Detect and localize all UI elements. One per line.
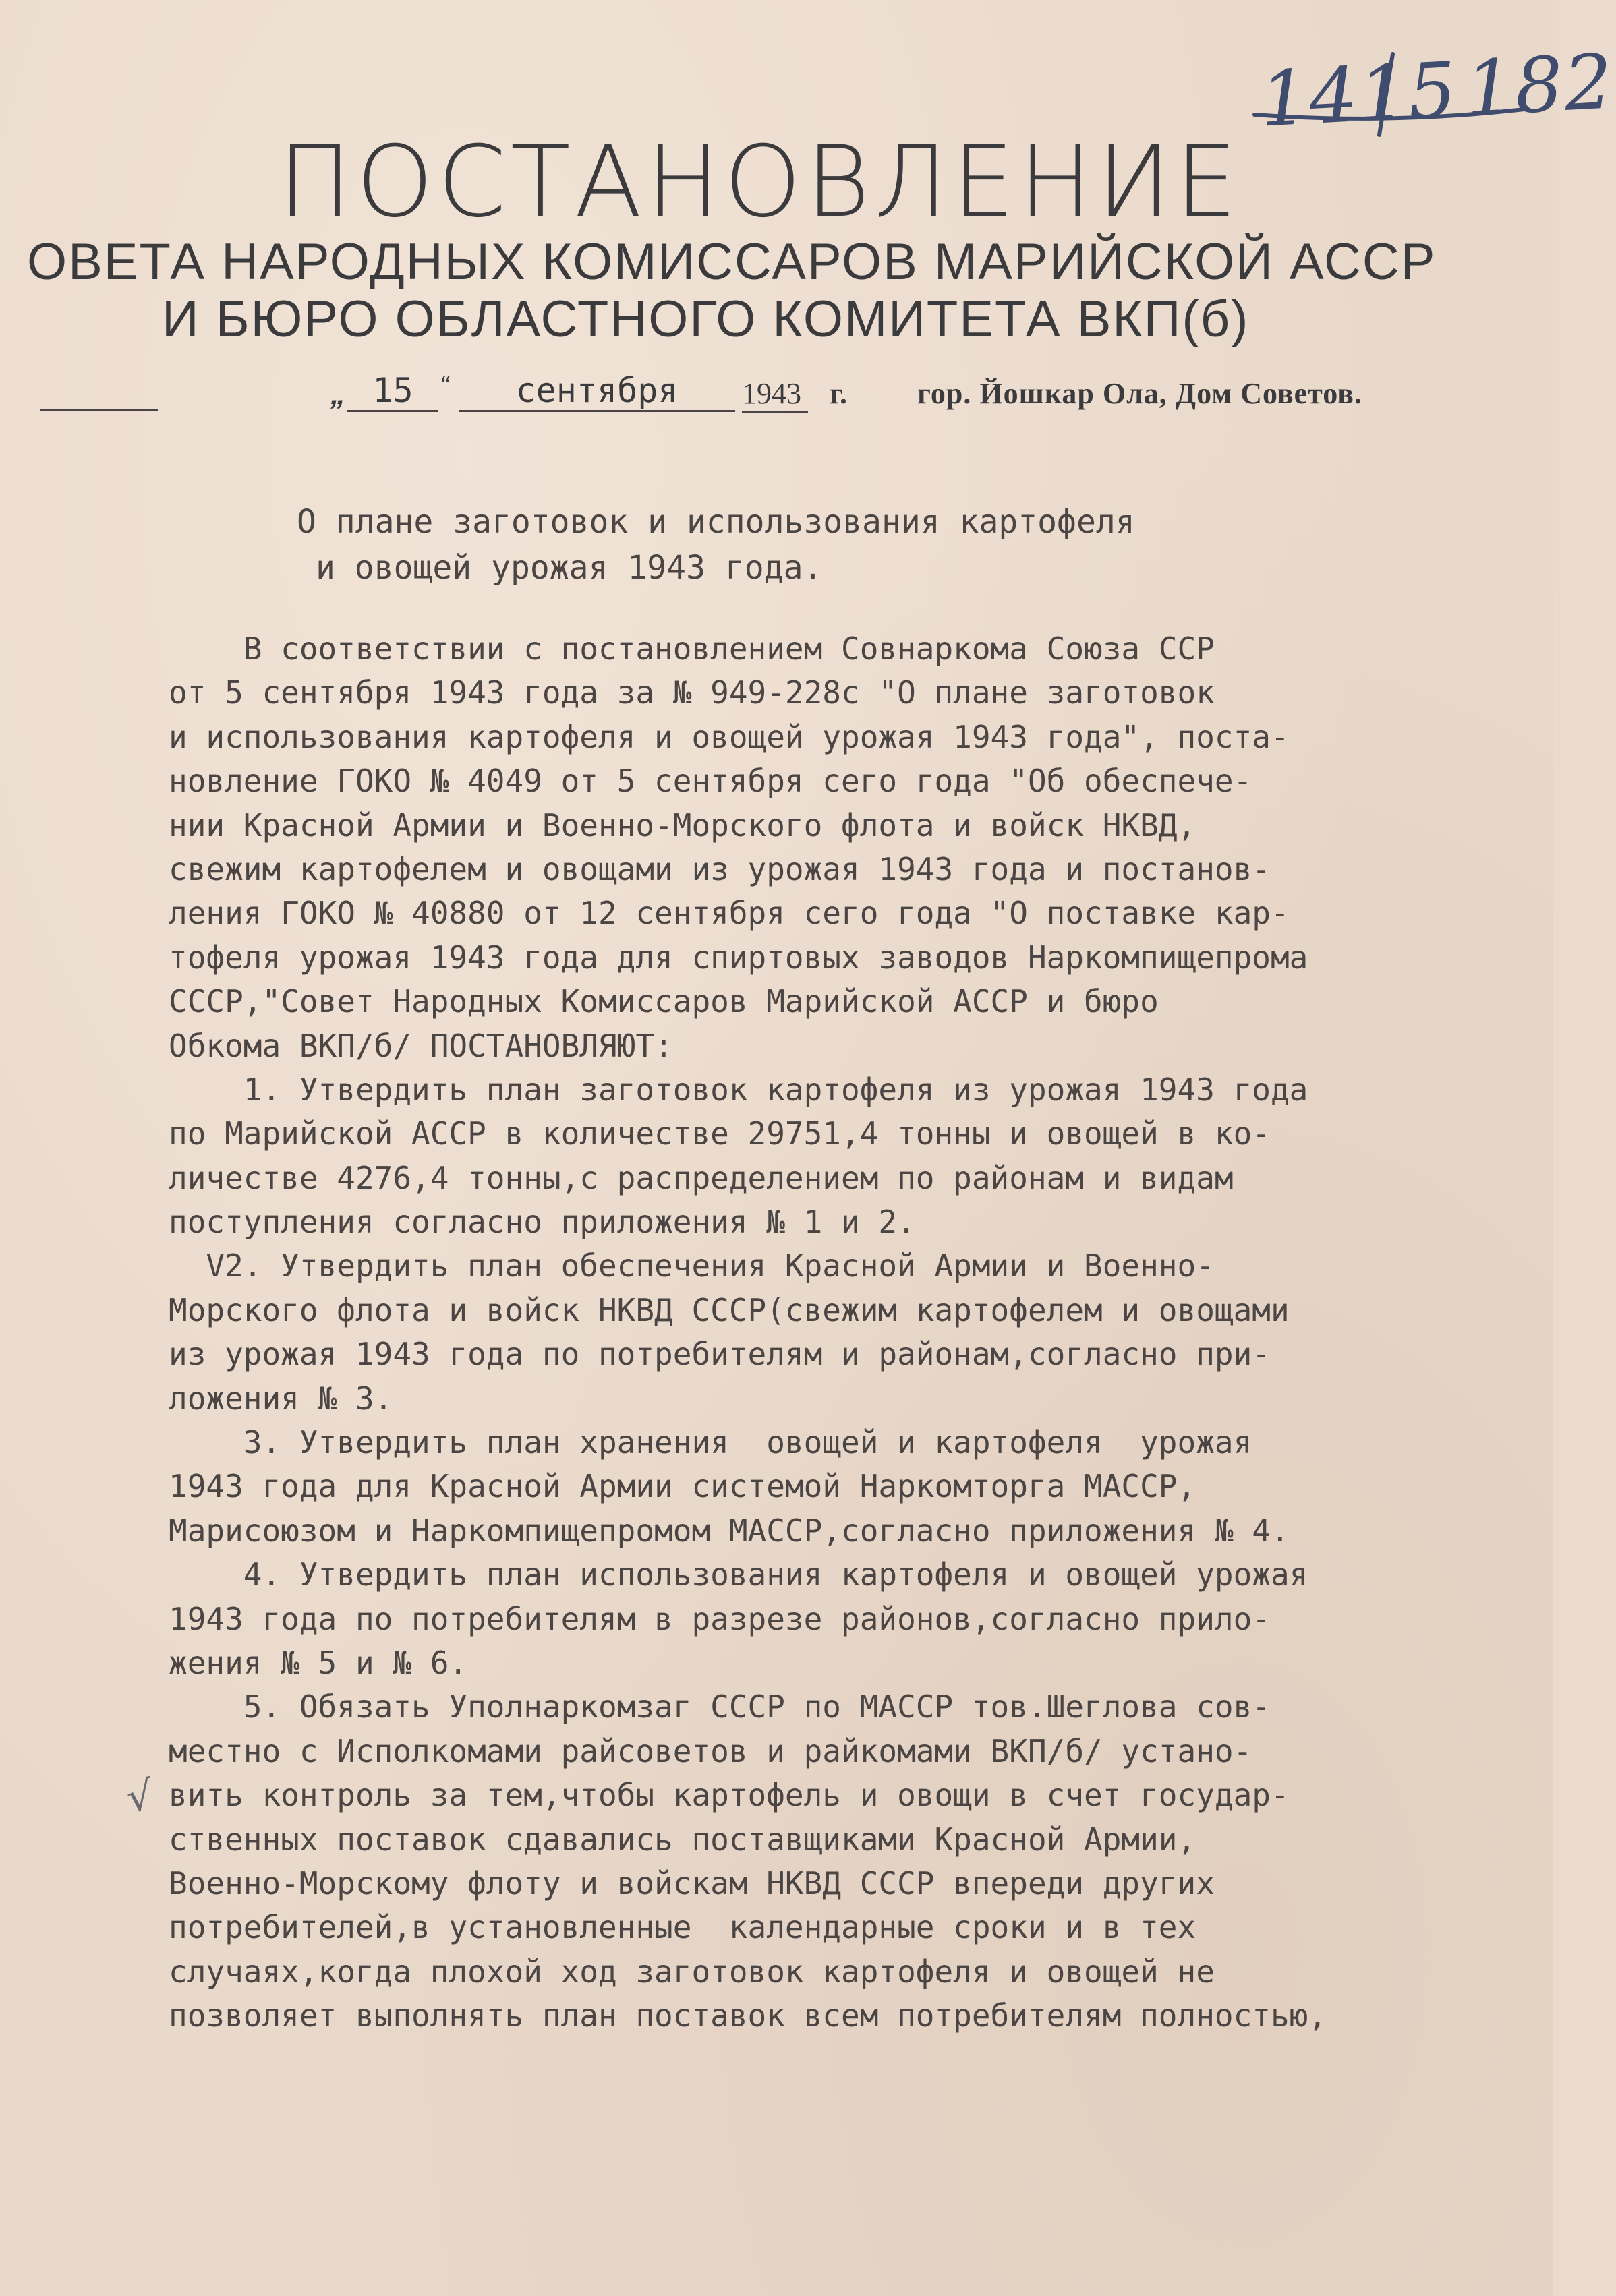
document-subject: [297, 499, 1135, 591]
body-line: 3. Утвердить план хранения овощей и картофеля урожая: [169, 1424, 1252, 1461]
body-line: позволяет выполнять план поставок всем потребителям полностью,: [169, 1997, 1327, 2034]
body-line: случаях,когда плохой ход заготовок картофеля и овощей не: [169, 1953, 1215, 1990]
body-line: вить контроль за тем,чтобы картофель и овощи в счет государ-: [169, 1777, 1290, 1814]
body-line: жения № 5 и № 6.: [169, 1644, 468, 1681]
body-line: ления ГОКО № 40880 от 12 сентября сего года "О поставке кар-: [169, 895, 1290, 932]
archive-number-right: 182: [1463, 38, 1616, 134]
body-line: потребителей,в установленные календарные сроки и в тех: [169, 1909, 1196, 1946]
body-line: 5. Обязать Уполнаркомзаг СССР по МАССР тов.Шеглова сов-: [169, 1688, 1271, 1726]
body-line: Обкома ВКП/б/ ПОСТАНОВЛЯЮТ:: [169, 1027, 673, 1064]
dateline-month: сентября: [459, 371, 735, 412]
document-subtitle-line2: И БЮРО ОБЛАСТНОГО КОМИТЕТА ВКП(б): [162, 291, 1250, 348]
body-line: 1. Утвердить план заготовок картофеля из урожая 1943 года: [169, 1071, 1308, 1108]
body-line: нии Красной Армии и Военно-Морского флота и войск НКВД,: [169, 806, 1196, 844]
subject-line1: О плане заготовок и использования картофеля: [297, 503, 1135, 541]
body-line: Морского флота и войск НКВД СССР(свежим картофелем и овощами: [169, 1291, 1290, 1328]
body-line: по Марийской АССР в количестве 29751,4 тонны и овощей в ко-: [169, 1115, 1271, 1152]
dateline-place: гор. Йошкар Ола, Дом Советов.: [917, 377, 1362, 410]
body-line: тофеля урожая 1943 года для спиртовых заводов Наркомпищепрома: [169, 939, 1308, 976]
body-line: и использования картофеля и овощей урожая 1943 года", поста-: [169, 718, 1290, 755]
dateline-day: 15: [347, 371, 438, 412]
margin-check-mark: √: [123, 1771, 156, 1823]
body-line: от 5 сентября 1943 года за № 949-228с "О плане заготовок: [169, 674, 1215, 711]
body-line: 1943 года для Красной Армии системой Наркомторга МАССР,: [169, 1468, 1196, 1505]
body-line: 1943 года по потребителям в разрезе районов,согласно прило-: [169, 1600, 1271, 1637]
document-title: ПОСТАНОВЛЕНИЕ: [278, 125, 1242, 239]
body-line: 4. Утвердить план использования картофеля и овощей урожая: [169, 1556, 1308, 1593]
dateline-quote-close: “: [440, 371, 449, 401]
dateline: [40, 371, 1524, 425]
dateline-rule: [40, 409, 158, 411]
body-line: В соответствии с постановлением Совнаркома Союза ССР: [169, 630, 1215, 667]
body-line: из урожая 1943 года по потребителям и районам,согласно при-: [169, 1336, 1271, 1373]
body-line: новление ГОКО № 4049 от 5 сентября сего года "Об обеспече-: [169, 763, 1252, 800]
body-line: поступления согласно приложения № 1 и 2.: [169, 1204, 916, 1241]
body-line: ственных поставок сдавались поставщиками Красной Армии,: [169, 1821, 1196, 1858]
dateline-quote-open: „: [330, 378, 345, 411]
body-line: СССР,"Совет Народных Комиссаров Марийской АССР и бюро: [169, 983, 1159, 1020]
document-body: [169, 627, 1545, 2038]
body-line: личестве 4276,4 тонны,с распределением по районам и видам: [169, 1159, 1234, 1196]
body-line: V2. Утвердить план обеспечения Красной Армии и Военно-: [169, 1247, 1215, 1285]
subject-line2: и овощей урожая 1943 года.: [316, 549, 823, 587]
dateline-year-suffix: г.: [830, 377, 848, 410]
body-line: Марисоюзом и Наркомпищепромом МАССР,согласно приложения № 4.: [169, 1512, 1290, 1549]
archive-number-left: 1415: [1257, 46, 1460, 144]
dateline-year: 1943: [742, 376, 808, 413]
body-line: свежим картофелем и овощами из урожая 1943 года и постанов-: [169, 850, 1271, 887]
body-line: Военно-Морскому флоту и войскам НКВД СССР впереди других: [169, 1864, 1215, 1902]
document-subtitle-line1: ОВЕТА НАРОДНЫХ КОМИССАРОВ МАРИЙСКОЙ АССР: [27, 233, 1437, 291]
body-line: ложения № 3.: [169, 1380, 393, 1417]
body-line: местно с Исполкомами райсоветов и райкомами ВКП/б/ устано-: [169, 1732, 1252, 1769]
